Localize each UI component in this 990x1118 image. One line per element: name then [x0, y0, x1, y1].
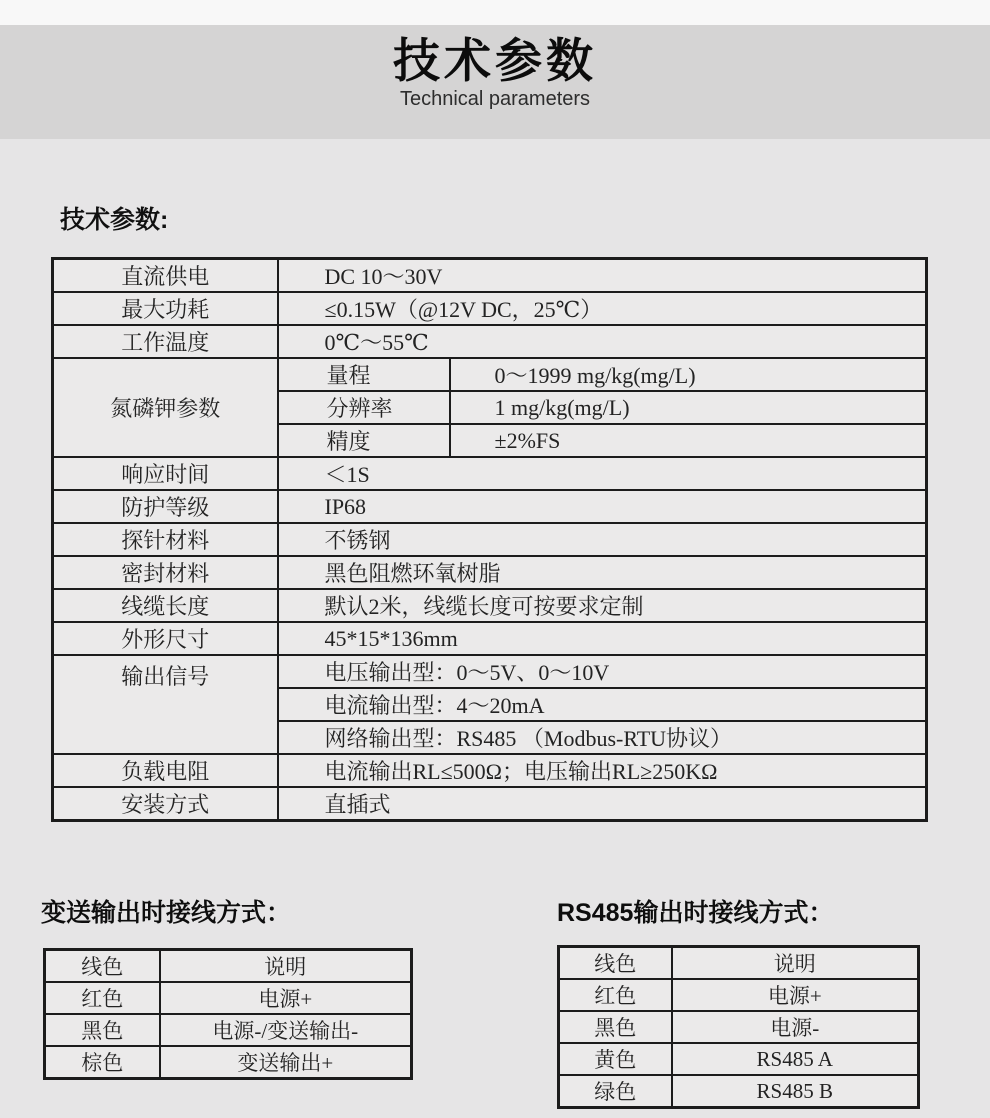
- wire-description: 变送输出+: [160, 1046, 412, 1079]
- spec-value: 直插式: [278, 787, 927, 821]
- table-row: [559, 1075, 919, 1108]
- page-title: 技术参数: [393, 34, 597, 87]
- spec-value: 默认2米，线缆长度可按要求定制: [278, 589, 927, 622]
- table-row: [53, 490, 927, 523]
- section-heading: 技术参数:: [60, 206, 169, 234]
- table-header-row: [45, 950, 412, 983]
- spec-table: [51, 257, 928, 822]
- col-header-description: 说明: [672, 947, 919, 980]
- table-row: [53, 622, 927, 655]
- spec-subname: 分辨率: [278, 391, 450, 424]
- spec-label: 外形尺寸: [53, 622, 278, 655]
- table-row: [53, 523, 927, 556]
- col-header-wire-color: 线色: [559, 947, 672, 980]
- table-header-row: [559, 947, 919, 980]
- wire-description: 电源-/变送输出-: [160, 1014, 412, 1046]
- spec-value: 0℃～55℃: [278, 325, 927, 358]
- spec-subname: 量程: [278, 358, 450, 391]
- table-row: [559, 1011, 919, 1043]
- spec-subvalue: 1 mg/kg(mg/L): [450, 391, 927, 424]
- col-header-description: 说明: [160, 950, 412, 983]
- spec-label: 最大功耗: [53, 292, 278, 325]
- table-row: [559, 1043, 919, 1075]
- wire-description: RS485 A: [672, 1043, 919, 1075]
- wiring-transmit-table: [43, 948, 413, 1080]
- wiring-rs485-table: [557, 945, 920, 1109]
- wiring-transmit-title: 变送输出时接线方式：: [41, 899, 292, 927]
- spec-subvalue: 0～1999 mg/kg(mg/L): [450, 358, 927, 391]
- table-row: [53, 655, 927, 688]
- spec-value: 黑色阻燃环氧树脂: [278, 556, 927, 589]
- spec-label: 直流供电: [53, 259, 278, 293]
- wire-description: 电源-: [672, 1011, 919, 1043]
- page-subtitle: Technical parameters: [399, 87, 591, 110]
- spec-value: 不锈钢: [278, 523, 927, 556]
- col-header-wire-color: 线色: [45, 950, 160, 983]
- spec-value: 网络输出型：RS485 （Modbus-RTU协议）: [278, 721, 927, 754]
- spec-value: IP68: [278, 490, 927, 523]
- table-row: [45, 1014, 412, 1046]
- wiring-rs485-title: RS485输出时接线方式：: [557, 899, 834, 927]
- spec-value: ≤0.15W（@12V DC，25℃）: [278, 292, 927, 325]
- table-row: [53, 556, 927, 589]
- table-row: [53, 325, 927, 358]
- spec-subname: 精度: [278, 424, 450, 457]
- spec-label: 探针材料: [53, 523, 278, 556]
- wire-color: 黑色: [45, 1014, 160, 1046]
- spec-value: 电压输出型：0～5V、0～10V: [278, 655, 927, 688]
- spec-label: 安装方式: [53, 787, 278, 821]
- spec-label: 工作温度: [53, 325, 278, 358]
- wire-color: 红色: [559, 979, 672, 1011]
- spec-value: ＜1S: [278, 457, 927, 490]
- spec-label: 输出信号: [53, 655, 278, 754]
- table-row: [53, 457, 927, 490]
- table-row: [559, 979, 919, 1011]
- spec-label: 防护等级: [53, 490, 278, 523]
- table-row: [53, 259, 927, 293]
- wire-description: 电源+: [160, 982, 412, 1014]
- spec-value: 45*15*136mm: [278, 622, 927, 655]
- wire-color: 黑色: [559, 1011, 672, 1043]
- table-row: [53, 292, 927, 325]
- spec-label: 线缆长度: [53, 589, 278, 622]
- spec-label: 负载电阻: [53, 754, 278, 787]
- table-row: [53, 589, 927, 622]
- table-row: [53, 754, 927, 787]
- spec-value: 电流输出RL≤500Ω；电压输出RL≥250KΩ: [278, 754, 927, 787]
- wire-color: 红色: [45, 982, 160, 1014]
- spec-label: 密封材料: [53, 556, 278, 589]
- top-strip: [0, 0, 990, 25]
- spec-value: DC 10～30V: [278, 259, 927, 293]
- spec-value: 电流输出型：4～20mA: [278, 688, 927, 721]
- table-row: [45, 1046, 412, 1079]
- wire-color: 棕色: [45, 1046, 160, 1079]
- spec-label: 响应时间: [53, 457, 278, 490]
- wire-color: 绿色: [559, 1075, 672, 1108]
- wire-description: RS485 B: [672, 1075, 919, 1108]
- spec-subvalue: ±2%FS: [450, 424, 927, 457]
- spec-label: 氮磷钾参数: [53, 358, 278, 457]
- wire-description: 电源+: [672, 979, 919, 1011]
- table-row: [53, 787, 927, 821]
- table-row: [45, 982, 412, 1014]
- table-row: [53, 358, 927, 391]
- header-banner: [0, 25, 990, 139]
- wire-color: 黄色: [559, 1043, 672, 1075]
